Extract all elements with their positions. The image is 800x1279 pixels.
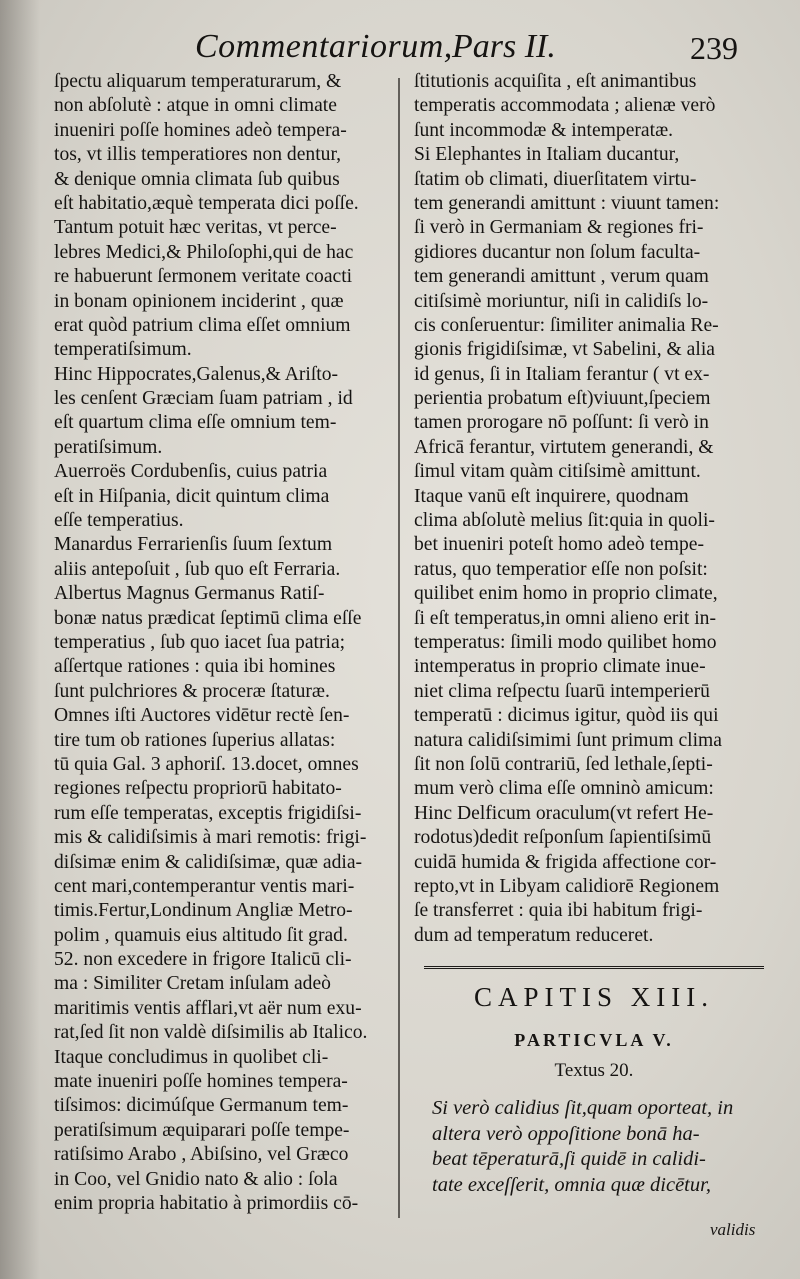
lemma-line: beat tēperaturā,ſi quidē in calidi- bbox=[432, 1148, 706, 1171]
left-column-line: mate inueniri poſſe homines tempera- bbox=[54, 1071, 348, 1093]
left-column-line: eſt habitatio,æquè temperata dici poſſe. bbox=[54, 192, 359, 214]
right-column-line: ſe transferret : quia ibi habitum frigi- bbox=[414, 900, 703, 922]
right-column-line: id genus, ſi in Italiam ferantur ( vt ex- bbox=[414, 363, 710, 385]
lemma-line: Si verò calidius ſit,quam oporteat, in bbox=[432, 1097, 734, 1119]
left-column-line: in Coo, vel Gnidio nato & alio : ſola bbox=[54, 1168, 338, 1190]
left-column-line: Manardus Ferrarienſis ſuum ſextum bbox=[54, 534, 333, 556]
left-column-line: Tantum potuit hæc veritas, vt perce- bbox=[54, 217, 337, 239]
left-column-line: rum eſſe temperatas, exceptis frigidiſsi- bbox=[54, 802, 362, 824]
right-column-line: ratus, quo temperatior eſſe non poſsit: bbox=[414, 558, 708, 580]
left-column-line: polim , quamuis eius altitudo ſit grad. bbox=[54, 924, 348, 946]
right-column-line: cuidā humida & frigida affectione cor- bbox=[414, 851, 717, 873]
left-column-line: temperatiſsimum. bbox=[54, 339, 192, 361]
right-column-line: tem generandi amittunt : viuunt tamen: bbox=[414, 192, 720, 214]
left-column-line: eſt in Hiſpania, dicit quintum clima bbox=[54, 485, 330, 507]
right-column-line: tamen prorogare nō poſſunt: ſi verò in bbox=[414, 412, 709, 434]
column-divider bbox=[398, 78, 400, 1218]
lemma-line: tate exceſſerit, omnia quæ dicētur, bbox=[432, 1173, 711, 1196]
text-number: Textus 20. bbox=[554, 1060, 634, 1081]
right-column-line: gionis frigidiſsimæ, vt Sabelini, & alia bbox=[414, 339, 715, 361]
right-column-line: mum verò clima eſſe omninò amicum: bbox=[414, 778, 714, 800]
particle-heading: PARTICVLA V. bbox=[514, 1030, 674, 1050]
left-column-line: eſt quartum clima eſſe omnium tem- bbox=[54, 412, 337, 434]
left-column-line: aſſertque rationes : quia ibi homines bbox=[54, 656, 336, 678]
lemma-block bbox=[432, 1096, 772, 1198]
right-column-line: intemperatus in proprio climate inue- bbox=[414, 656, 706, 678]
left-column-line: Itaque concludimus in quolibet cli- bbox=[54, 1046, 329, 1068]
right-column-line: Si Elephantes in Italiam ducantur, bbox=[414, 144, 680, 166]
right-column-line: perientia probatum eſt)viuunt,ſpeciem bbox=[414, 388, 711, 410]
left-column-line: rat,ſed ſit non valdè diſsimilis ab Italico. bbox=[54, 1022, 368, 1044]
right-column-line: rodotus)dedit reſponſum ſapientiſsimū bbox=[414, 827, 712, 849]
left-column-line: aliis antepoſuit , ſub quo eſt Ferraria. bbox=[54, 558, 341, 580]
right-column-line: gidiores ducantur non ſolum faculta- bbox=[414, 241, 701, 263]
left-column-line: ſunt pulchriores & proceræ ſtaturæ. bbox=[54, 680, 330, 702]
left-column-line: re habuerunt ſermonem veritate coacti bbox=[54, 266, 353, 288]
left-column-line: erat quòd patrium clima eſſet omnium bbox=[54, 314, 351, 336]
running-head bbox=[0, 18, 800, 70]
left-column-line: bonæ natus prædicat ſeptimū clima eſſe bbox=[54, 607, 362, 629]
left-column-line: in bonam opinionem inciderint , quæ bbox=[54, 290, 344, 312]
gutter-shadow bbox=[0, 0, 40, 1279]
left-column-line: Auerroës Cordubenſis, cuius patria bbox=[54, 461, 328, 483]
left-column-line: tū quia Gal. 3 aphoriſ. 13.docet, omnes bbox=[54, 753, 359, 775]
left-column-line: inueniri poſſe homines adeò tempera- bbox=[54, 119, 347, 141]
right-column bbox=[414, 70, 766, 948]
right-column-line: dum ad temperatum reduceret. bbox=[414, 924, 654, 946]
right-column-line: ſimul vitam quàm citiſsimè amittunt. bbox=[414, 461, 701, 483]
left-column-line: 52. non excedere in frigore Italicū cli- bbox=[54, 949, 352, 971]
right-column-line: tem generandi amittunt , verum quam bbox=[414, 266, 709, 288]
right-column-line: ſtatim ob climati, diuerſitatem virtu- bbox=[414, 168, 697, 190]
left-column-line: peratiſsimum æquiparari poſſe tempe- bbox=[54, 1119, 350, 1141]
right-column-line: niet clima reſpectu ſuarū intemperierū bbox=[414, 680, 710, 702]
left-column-line: maritimis ventis afflari,vt aër num exu- bbox=[54, 997, 362, 1019]
left-column bbox=[54, 70, 394, 1216]
right-column-line: temperatus: ſimili modo quilibet homo bbox=[414, 631, 717, 653]
left-column-line: tiſsimos: dicimúſque Germanum tem- bbox=[54, 1095, 349, 1117]
right-column-line: ſi eſt temperatus,in omni alieno erit in- bbox=[414, 607, 716, 629]
right-column-line: cis conſeruentur: ſimiliter animalia Re- bbox=[414, 314, 719, 336]
left-column-line: cent mari,contemperantur ventis mari- bbox=[54, 875, 355, 897]
lemma-line: altera verò oppoſitione bonā ha- bbox=[432, 1122, 700, 1145]
left-column-line: temperatius , ſub quo iacet ſua patria; bbox=[54, 631, 346, 653]
left-column-line: Albertus Magnus Germanus Ratiſ- bbox=[54, 583, 325, 605]
left-column-line: timis.Fertur,Londinum Angliæ Metro- bbox=[54, 900, 353, 922]
right-column-line: temperatis accommodata ; alienæ verò bbox=[414, 95, 716, 117]
left-column-line: les cenſent Græciam ſuam patriam , id bbox=[54, 388, 353, 410]
page-number: 239 bbox=[690, 30, 738, 66]
right-column-line: Africā ferantur, virtutem generandi, & bbox=[414, 436, 714, 458]
right-column-line: ſi verò in Germaniam & regiones fri- bbox=[414, 217, 704, 239]
left-column-line: tire tum ob rationes ſuperius allatas: bbox=[54, 729, 336, 751]
left-column-line: mis & calidiſsimis à mari remotis: frigi- bbox=[54, 827, 367, 849]
right-column-line: ſit non ſolū contrariū, ſed lethale,ſepti- bbox=[414, 753, 713, 775]
right-column-line: clima abſolutè melius ſit:quia in quoli- bbox=[414, 510, 715, 532]
right-column-line: bet inueniri poteſt homo adeò tempe- bbox=[414, 534, 705, 556]
chapter-heading: CAPITIS XIII. bbox=[474, 982, 714, 1012]
left-column-line: ſpectu aliquarum temperaturarum, & bbox=[54, 71, 342, 92]
left-column-line: Hinc Hippocrates,Galenus,& Ariſto- bbox=[54, 363, 339, 385]
left-column-line: ratiſsimo Arabo , Abiſsino, vel Græco bbox=[54, 1144, 349, 1166]
right-column-line: repto,vt in Libyam calidiorē Regionem bbox=[414, 875, 720, 897]
left-column-line: ma : Similiter Cretam inſulam adeò bbox=[54, 973, 331, 995]
left-column-line: peratiſsimum. bbox=[54, 436, 163, 458]
catchword: validis bbox=[710, 1220, 756, 1239]
left-column-line: tos, vt illis temperatiores non dentur, bbox=[54, 144, 342, 166]
left-column-line: Omnes iſti Auctores vidētur rectè ſen- bbox=[54, 705, 350, 727]
right-column-line: natura calidiſsimimi ſunt primum clima bbox=[414, 729, 722, 751]
left-column-line: eſſe temperatius. bbox=[54, 510, 184, 532]
section-rule bbox=[424, 966, 764, 975]
left-column-line: & denique omnia climata ſub quibus bbox=[54, 168, 340, 190]
right-column-line: quilibet enim homo in proprio climate, bbox=[414, 583, 718, 605]
running-head-part: Pars II. bbox=[452, 28, 556, 65]
left-column-line: regiones reſpectu propriorū habitato- bbox=[54, 778, 342, 800]
right-column-line: citiſsimè moriuntur, niſi in calidiſs lo- bbox=[414, 290, 709, 312]
left-column-line: diſsimæ enim & calidiſsimæ, quæ adia- bbox=[54, 851, 363, 873]
right-column-line: ſtitutionis acquiſita , eſt animantibus bbox=[414, 71, 697, 92]
right-column-line: temperatū : dicimus igitur, quòd iis qui bbox=[414, 705, 719, 727]
right-column-line: ſunt incommodæ & intemperatæ. bbox=[414, 119, 674, 141]
running-head-title: Commentariorum, bbox=[195, 28, 453, 65]
left-column-line: lebres Medici,& Philoſophi,qui de hac bbox=[54, 241, 354, 263]
right-column-line: Itaque vanū eſt inquirere, quodnam bbox=[414, 485, 689, 507]
left-column-line: non abſolutè : atque in omni climate bbox=[54, 95, 337, 117]
left-column-line: enim propria habitatio à primordiis cō- bbox=[54, 1192, 359, 1214]
right-column-line: Hinc Delficum oraculum(vt refert He- bbox=[414, 802, 714, 824]
